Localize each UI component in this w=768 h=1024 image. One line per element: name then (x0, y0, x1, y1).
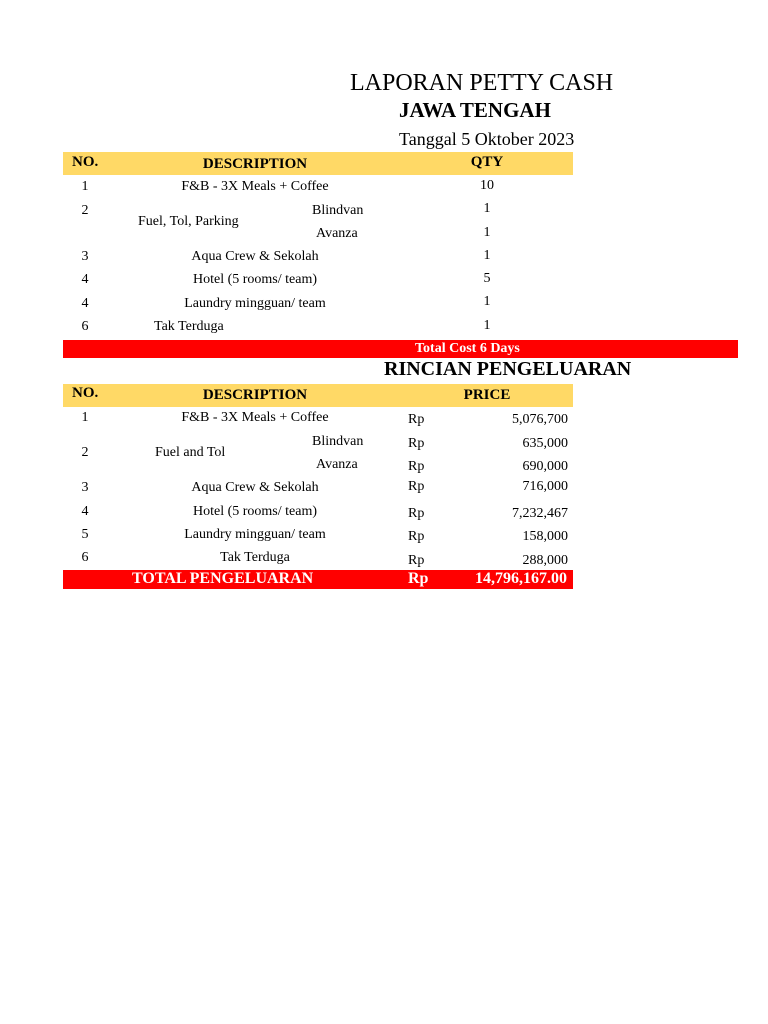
price-row-no: 5 (81, 527, 89, 542)
price-row-description: Hotel (5 rooms/ team) (192, 504, 318, 519)
price-row-amount: 635,000 (522, 436, 568, 451)
qty-row-description: F&B - 3X Meals + Coffee (181, 179, 329, 194)
qty-row-qty: 10 (480, 178, 494, 193)
qty-row-qty: 1 (483, 201, 491, 216)
price-row-currency: Rp (408, 459, 425, 474)
qty-row-sub-label: Avanza (316, 226, 358, 241)
total-cost-label: Total Cost 6 Days (415, 341, 520, 356)
price-row-amount: 158,000 (522, 529, 568, 544)
price-row-amount: 5,076,700 (512, 412, 568, 427)
total-cost-clip (0, 340, 573, 358)
qty-row-sub-label: Blindvan (312, 203, 364, 218)
qty-row-description: Aqua Crew & Sekolah (191, 249, 319, 264)
qty-row-no: 6 (81, 319, 89, 334)
qty-row-qty: 5 (483, 271, 491, 286)
qty-row-no: 1 (81, 179, 89, 194)
report-title: LAPORAN PETTY CASH (350, 70, 614, 96)
price-row-sub-label: Blindvan (312, 434, 364, 449)
price-row-currency: Rp (408, 529, 425, 544)
price-row-description: F&B - 3X Meals + Coffee (181, 410, 329, 425)
price-row-no: 2 (81, 445, 89, 460)
price-row-description: Aqua Crew & Sekolah (191, 480, 319, 495)
qty-row-description: Fuel, Tol, Parking (138, 214, 239, 229)
qty-row-description: Hotel (5 rooms/ team) (192, 272, 318, 287)
qty-row-qty: 1 (483, 248, 491, 263)
price-row-amount: 7,232,467 (512, 506, 568, 521)
qty-col-description: DESCRIPTION (202, 156, 308, 172)
price-row-amount: 288,000 (522, 553, 568, 568)
qty-row-description: Tak Terduga (154, 319, 224, 334)
price-row-description: Laundry mingguan/ team (184, 527, 326, 542)
qty-col-no: NO. (72, 154, 99, 170)
price-row-currency: Rp (408, 436, 425, 451)
qty-row-no: 2 (81, 203, 89, 218)
qty-row-qty: 1 (483, 225, 491, 240)
price-col-description: DESCRIPTION (202, 387, 308, 403)
price-row-description: Fuel and Tol (155, 445, 226, 460)
price-row-no: 3 (81, 480, 89, 495)
report-region: JAWA TENGAH (399, 98, 551, 122)
price-row-currency: Rp (408, 412, 425, 427)
price-row-amount: 716,000 (522, 479, 568, 494)
price-table-title-clip (0, 358, 632, 384)
qty-row-no: 4 (81, 296, 89, 311)
price-col-no: NO. (72, 385, 99, 401)
price-row-currency: Rp (408, 553, 425, 568)
price-row-no: 1 (81, 410, 89, 425)
qty-col-qty: QTY (470, 154, 504, 170)
price-row-no: 6 (81, 550, 89, 565)
qty-row-qty: 1 (483, 318, 491, 333)
qty-row-no: 3 (81, 249, 89, 264)
report-date: Tanggal 5 Oktober 2023 (399, 129, 575, 149)
qty-row-description: Laundry mingguan/ team (184, 296, 326, 311)
qty-row-no: 4 (81, 272, 89, 287)
price-row-no: 4 (81, 504, 89, 519)
total-pengeluaran-label: TOTAL PENGELUARAN (132, 570, 314, 587)
price-row-currency: Rp (408, 506, 425, 521)
price-row-sub-label: Avanza (316, 457, 358, 472)
price-col-price: PRICE (463, 387, 511, 403)
price-row-description: Tak Terduga (220, 550, 290, 565)
price-table-title: RINCIAN PENGELUARAN (384, 358, 632, 380)
total-pengeluaran-currency: Rp (408, 570, 429, 587)
price-row-currency: Rp (408, 479, 425, 494)
total-pengeluaran-amount: 14,796,167.00 (475, 570, 567, 587)
qty-row-qty: 1 (483, 294, 491, 309)
price-row-amount: 690,000 (522, 459, 568, 474)
